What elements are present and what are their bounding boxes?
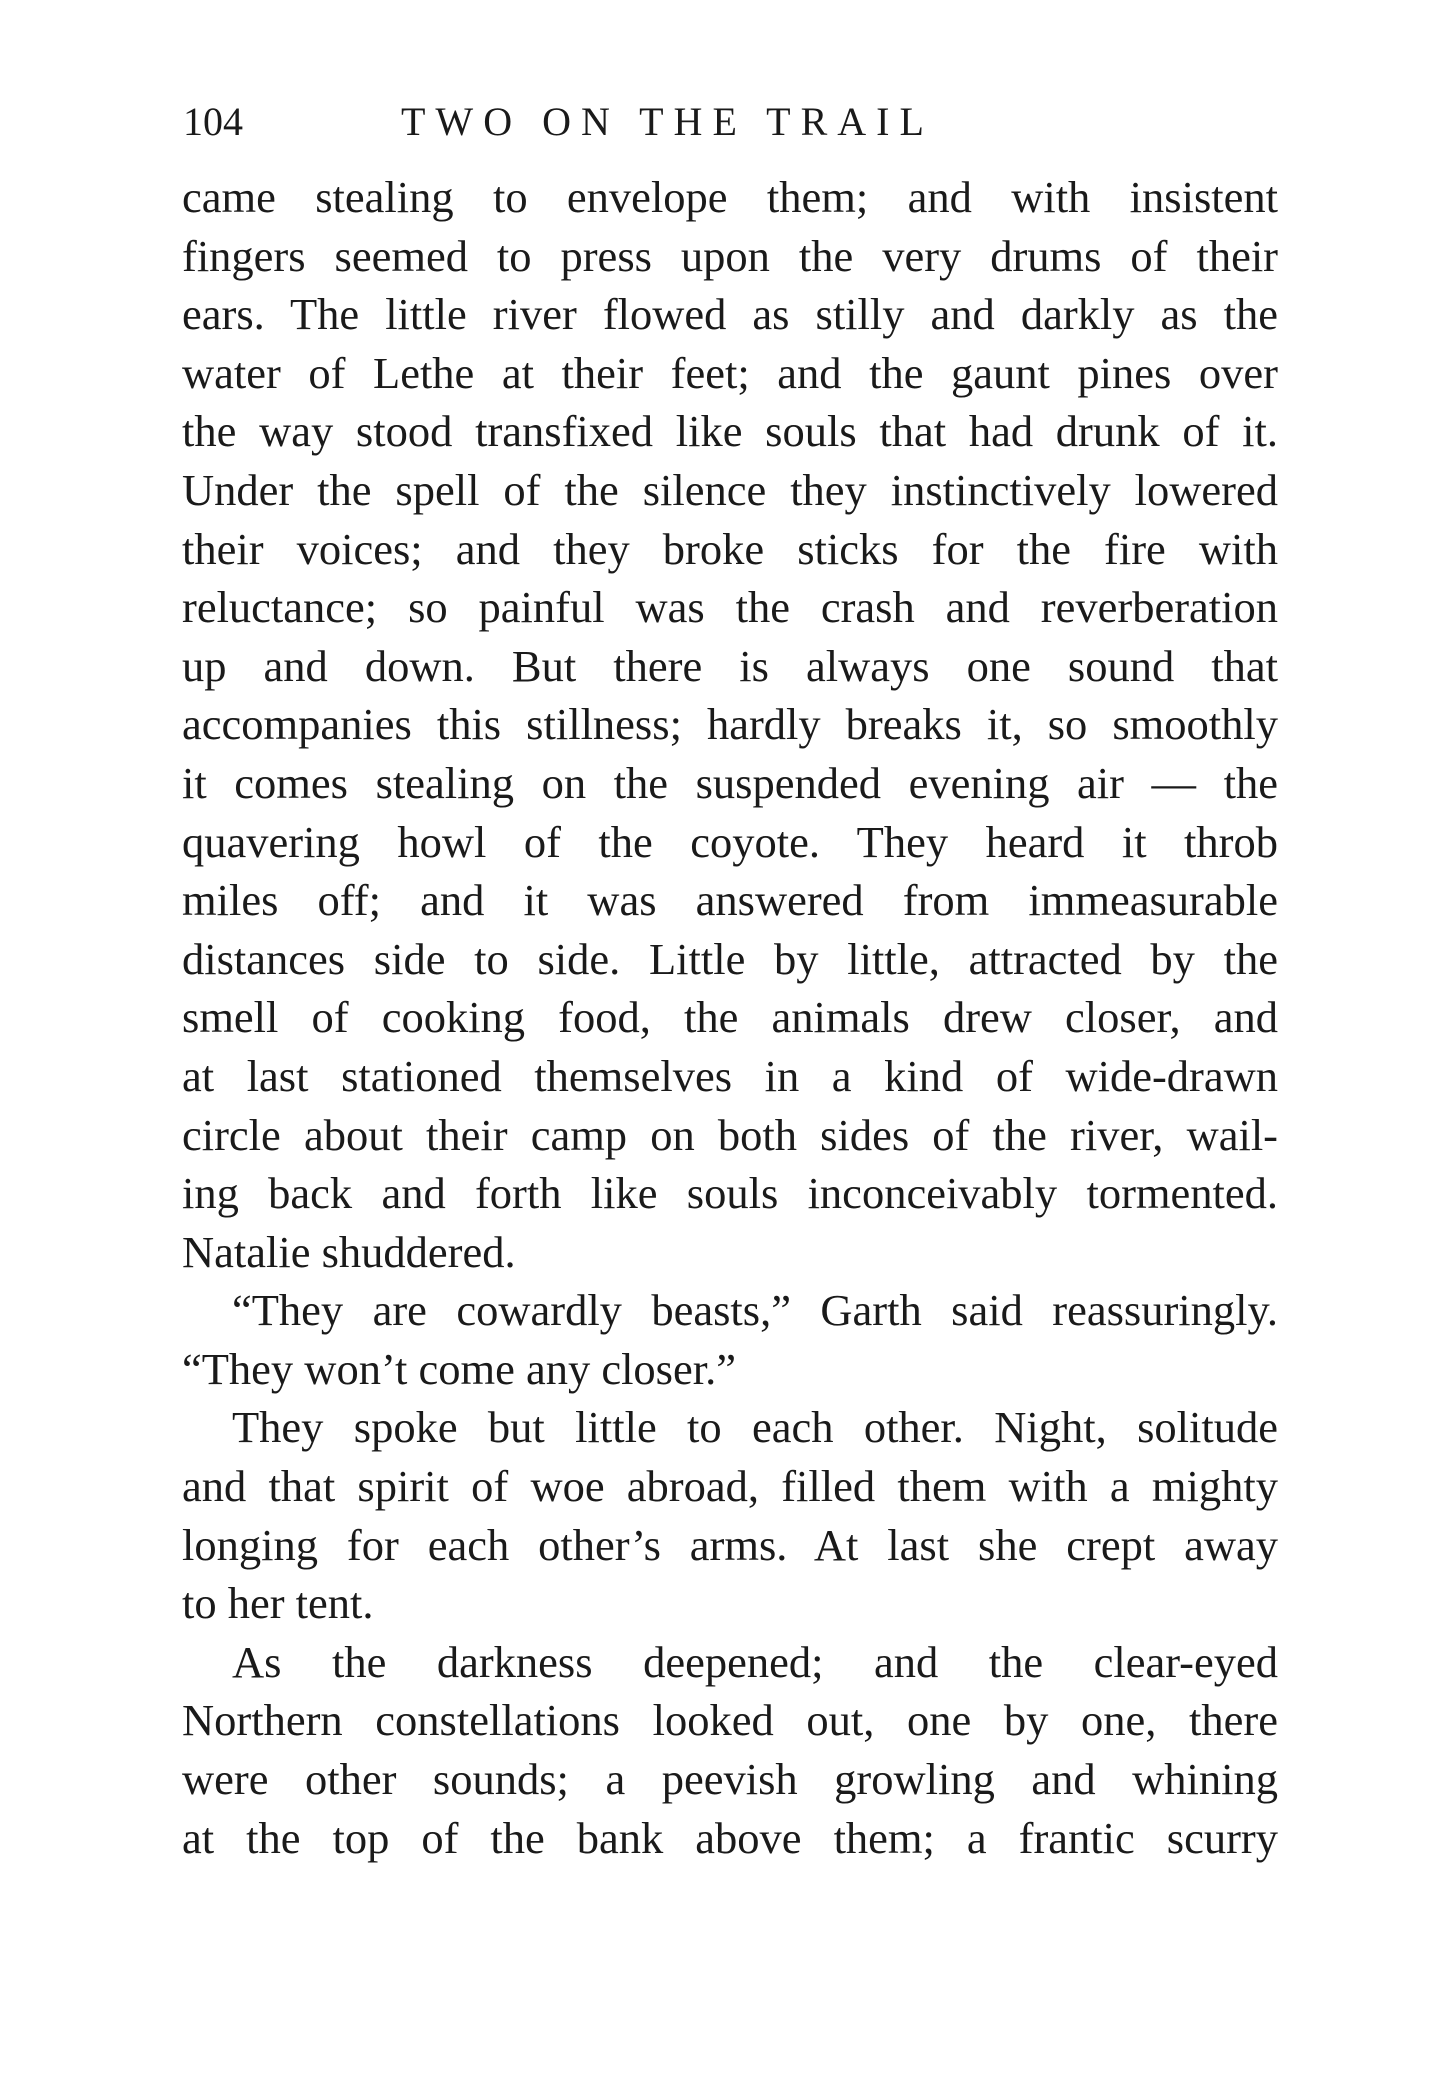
text-line: accompanies this stillness; hardly breaks it, so smoothly xyxy=(182,699,1278,750)
text-line: “They are cowardly beasts,” Garth said reassuringly. xyxy=(232,1285,1278,1336)
page-number: 104 xyxy=(183,99,243,144)
text-line: to her tent. xyxy=(182,1578,374,1629)
text-line: and that spirit of woe abroad, filled them with a mighty xyxy=(182,1461,1278,1512)
text-line: came stealing to envelope them; and with insistent xyxy=(182,172,1278,222)
text-line: longing for each other’s arms. At last she crept away xyxy=(182,1519,1278,1570)
body-text xyxy=(182,168,1278,1867)
text-line: Natalie shuddered. xyxy=(182,1226,516,1277)
text-line: miles off; and it was answered from immeasurable xyxy=(182,875,1278,926)
text-line: “They won’t come any closer.” xyxy=(182,1343,736,1394)
running-head xyxy=(183,92,1283,152)
text-line: fingers seemed to press upon the very drums of their xyxy=(182,230,1278,281)
paragraph-2 xyxy=(182,1281,1278,1398)
running-title: TWO ON THE TRAIL xyxy=(401,99,934,144)
text-line: circle about their camp on both sides of the river, wail- xyxy=(182,1109,1278,1160)
text-line: were other sounds; a peevish growling and whining xyxy=(182,1754,1278,1805)
text-line: the way stood transfixed like souls that had drunk of it. xyxy=(182,406,1278,457)
paragraph-3 xyxy=(182,1398,1278,1632)
text-line: reluctance; so painful was the crash and reverberation xyxy=(182,582,1278,633)
text-line: As the darkness deepened; and the clear-eyed xyxy=(232,1636,1278,1687)
text-line: water of Lethe at their feet; and the gaunt pines over xyxy=(182,347,1278,398)
text-line: They spoke but little to each other. Night, solitude xyxy=(232,1402,1278,1453)
paragraph-1 xyxy=(182,168,1278,1281)
text-line: up and down. But there is always one sound that xyxy=(182,640,1278,691)
text-line: quavering howl of the coyote. They heard it throb xyxy=(182,816,1278,867)
text-line: distances side to side. Little by little, attracted by the xyxy=(182,933,1278,984)
text-line: ing back and forth like souls inconceivably tormented. xyxy=(182,1168,1278,1219)
text-line: at last stationed themselves in a kind of wide-drawn xyxy=(182,1050,1278,1101)
text-line: it comes stealing on the suspended evening air — the xyxy=(182,757,1278,808)
text-line: Under the spell of the silence they instinctively lowered xyxy=(182,464,1278,515)
text-line: at the top of the bank above them; a frantic scurry xyxy=(182,1812,1278,1863)
text-line: their voices; and they broke sticks for the fire with xyxy=(182,523,1278,574)
text-line: ears. The little river flowed as stilly and darkly as the xyxy=(182,289,1278,340)
text-line: smell of cooking food, the animals drew closer, and xyxy=(182,992,1278,1043)
paragraph-4 xyxy=(182,1633,1278,1867)
text-line: Northern constellations looked out, one by one, there xyxy=(182,1695,1278,1746)
